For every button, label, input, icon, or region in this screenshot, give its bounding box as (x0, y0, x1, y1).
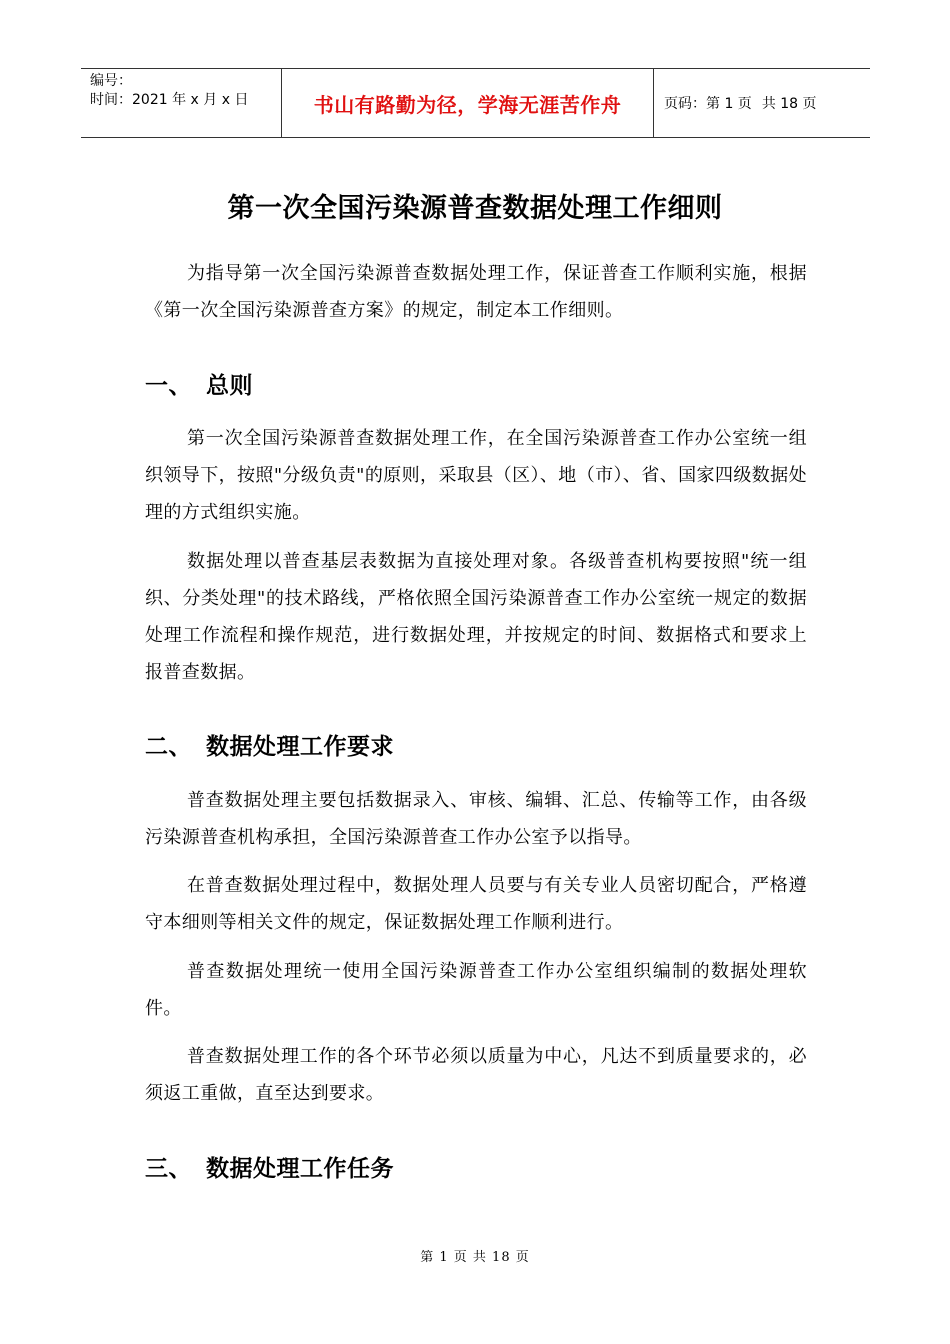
section-1-paragraph-2: 数据处理以普查基层表数据为直接处理对象。各级普查机构要按照"统一组织、分类处理"的技术路线，严格依照全国污染源普查工作办公室统一规定的数据处理工作流程和操作规范，进行数据处理，并按规定的时间、数据格式和要求上报普查数据。 (145, 551, 807, 683)
document-number-label: 编号： (90, 73, 132, 89)
section-number: 一、 (145, 373, 192, 399)
header-motto: 书山有路勤为径，学海无涯苦作舟 (281, 69, 654, 137)
section-2-paragraph-3: 普查数据处理统一使用全国污染源普查工作办公室组织编制的数据处理软件。 (145, 961, 807, 1019)
section-title: 数据处理工作要求 (206, 734, 394, 760)
document-time: 时间：2021 年 x 月 x 日 (90, 92, 249, 108)
header-table (81, 68, 870, 138)
header-page-number: 页码：第 1 页 (664, 96, 752, 112)
section-heading-3 (145, 1150, 394, 1183)
section-heading-1 (145, 367, 253, 400)
header-meta (81, 69, 281, 137)
header-page-info (654, 69, 870, 137)
section-2-paragraph-1: 普查数据处理主要包括数据录入、审核、编辑、汇总、传输等工作，由各级污染源普查机构承担，全国污染源普查工作办公室予以指导。 (145, 790, 807, 848)
document-title: 第一次全国污染源普查数据处理工作细则 (227, 193, 723, 224)
section-2-paragraph-2: 在普查数据处理过程中，数据处理人员要与有关专业人员密切配合，严格遵守本细则等相关文件的规定，保证数据处理工作顺利进行。 (145, 875, 807, 933)
header-page-total: 共 18 页 (761, 96, 817, 112)
intro-paragraph: 为指导第一次全国污染源普查数据处理工作，保证普查工作顺利实施，根据《第一次全国污染源普查方案》的规定，制定本工作细则。 (145, 263, 807, 321)
section-number: 三、 (145, 1156, 192, 1182)
section-number: 二、 (145, 734, 192, 760)
section-2-paragraph-4: 普查数据处理工作的各个环节必须以质量为中心，凡达不到质量要求的，必须返工重做，直至达到要求。 (145, 1046, 807, 1104)
page-footer: 第 1 页 共 18 页 (420, 1250, 530, 1265)
section-heading-2 (145, 728, 394, 761)
section-title: 数据处理工作任务 (206, 1156, 394, 1182)
section-1-paragraph-1: 第一次全国污染源普查数据处理工作，在全国污染源普查工作办公室统一组织领导下，按照"分级负责"的原则，采取县（区）、地（市）、省、国家四级数据处理的方式组织实施。 (145, 428, 807, 523)
section-title: 总则 (206, 373, 253, 399)
